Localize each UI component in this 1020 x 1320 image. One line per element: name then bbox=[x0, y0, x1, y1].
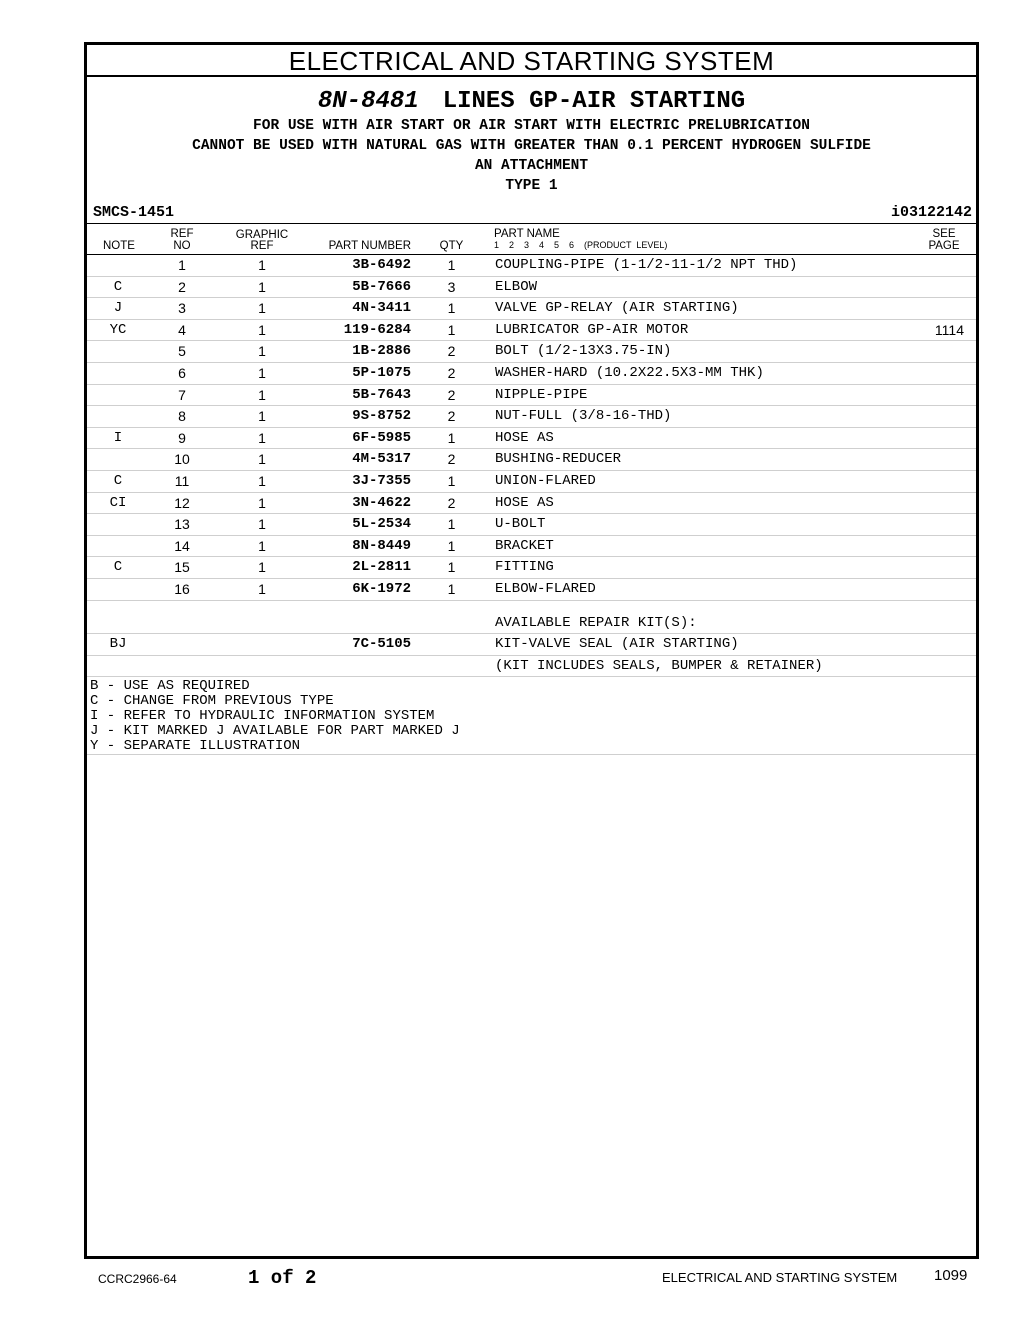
note-line: I - REFER TO HYDRAULIC INFORMATION SYSTEM bbox=[90, 708, 435, 725]
part-name-cell: LUBRICATOR GP-AIR MOTOR bbox=[495, 321, 689, 338]
ref-no-cell: 16 bbox=[174, 580, 190, 597]
note-line: B - USE AS REQUIRED bbox=[90, 678, 250, 695]
group-subtitle: AN ATTACHMENT bbox=[474, 158, 589, 174]
spacer bbox=[87, 601, 976, 613]
group-part-number: 8N-8481 bbox=[317, 88, 419, 115]
ref-no-cell: 5 bbox=[178, 343, 186, 360]
table-row bbox=[87, 557, 976, 579]
table-row bbox=[87, 428, 976, 450]
col-qty: QTY bbox=[439, 240, 464, 252]
qty-cell: 1 bbox=[447, 516, 456, 533]
table-row bbox=[87, 493, 976, 515]
ref-no-cell: 10 bbox=[174, 451, 190, 468]
note-cell: C bbox=[113, 559, 123, 576]
ref-no-cell: 12 bbox=[174, 494, 190, 511]
part-number-cell: 3J-7355 bbox=[352, 472, 411, 489]
footer-section: ELECTRICAL AND STARTING SYSTEM bbox=[662, 1270, 898, 1285]
ref-no-cell: 6 bbox=[178, 364, 186, 381]
graphic-ref-cell: 1 bbox=[258, 300, 266, 317]
footer-page-count: 1 of 2 bbox=[248, 1267, 317, 1289]
group-subtitle: TYPE 1 bbox=[505, 178, 558, 194]
graphic-ref-cell: 1 bbox=[258, 278, 266, 295]
graphic-ref-cell: 1 bbox=[258, 429, 266, 446]
graphic-ref-cell: 1 bbox=[258, 537, 266, 554]
graphic-ref-cell: 1 bbox=[258, 364, 266, 381]
qty-cell: 1 bbox=[447, 321, 456, 338]
table-row bbox=[87, 277, 976, 299]
graphic-ref-cell: 1 bbox=[258, 343, 266, 360]
part-name-cell: NIPPLE-PIPE bbox=[495, 386, 588, 403]
qty-cell: 2 bbox=[447, 364, 456, 381]
group-subtitle: FOR USE WITH AIR START OR AIR START WITH ELECTRIC PRELUBRICATION bbox=[253, 118, 810, 134]
ref-no-cell: 4 bbox=[178, 321, 186, 338]
table-row bbox=[87, 341, 976, 363]
qty-cell: 3 bbox=[447, 278, 456, 295]
note-cell: J bbox=[113, 300, 123, 317]
part-name-cell: WASHER-HARD (10.2X22.5X3-MM THK) bbox=[495, 364, 764, 381]
qty-cell: 2 bbox=[447, 343, 456, 360]
qty-cell: 2 bbox=[447, 451, 456, 468]
note-line: J - KIT MARKED J AVAILABLE FOR PART MARKED J bbox=[90, 723, 460, 740]
col-part-name: PART NAME bbox=[494, 228, 560, 240]
col-part-number: PART NUMBER bbox=[328, 240, 411, 252]
table-row bbox=[87, 320, 976, 342]
ref-no-cell: 14 bbox=[174, 537, 190, 554]
graphic-ref-cell: 1 bbox=[258, 321, 266, 338]
part-name-cell: BRACKET bbox=[495, 537, 554, 554]
col-graphic-ref-bottom: REF bbox=[250, 240, 274, 252]
col-ref-top: REF bbox=[170, 228, 194, 240]
col-graphic-ref-top: GRAPHIC bbox=[235, 229, 289, 241]
part-name-cell: VALVE GP-RELAY (AIR STARTING) bbox=[495, 300, 739, 317]
part-number-cell: 5L-2534 bbox=[352, 516, 411, 533]
ref-no-cell: 3 bbox=[178, 300, 186, 317]
note-cell: YC bbox=[109, 321, 127, 338]
part-name-cell: COUPLING-PIPE (1-1/2-11-1/2 NPT THD) bbox=[495, 257, 798, 273]
part-number-cell: 1B-2886 bbox=[352, 343, 411, 360]
table-row bbox=[87, 579, 976, 601]
part-name-cell: HOSE AS bbox=[495, 494, 554, 511]
ref-no-cell: 9 bbox=[178, 429, 186, 446]
section-title: ELECTRICAL AND STARTING SYSTEM bbox=[87, 45, 976, 77]
qty-cell: 1 bbox=[447, 559, 456, 576]
note-cell: CI bbox=[109, 494, 127, 511]
part-name-cell: (KIT INCLUDES SEALS, BUMPER & RETAINER) bbox=[495, 657, 823, 674]
notes-legend bbox=[87, 677, 976, 755]
part-number-cell: 8N-8449 bbox=[352, 537, 411, 554]
column-header bbox=[87, 224, 976, 255]
part-number-cell: 5B-7643 bbox=[352, 386, 411, 403]
part-name-cell: KIT-VALVE SEAL (AIR STARTING) bbox=[495, 636, 739, 653]
note-cell: C bbox=[113, 278, 123, 295]
note-line: Y - SEPARATE ILLUSTRATION bbox=[90, 738, 301, 755]
part-number-cell: 3B-6492 bbox=[352, 257, 411, 273]
graphic-ref-cell: 1 bbox=[258, 386, 266, 403]
kit-row bbox=[87, 656, 976, 678]
kits-table bbox=[87, 634, 976, 677]
col-ref-bottom: NO bbox=[173, 240, 191, 252]
graphic-ref-cell: 1 bbox=[258, 494, 266, 511]
footer-code: CCRC2966-64 bbox=[98, 1272, 177, 1286]
kit-row bbox=[87, 634, 976, 656]
qty-cell: 2 bbox=[447, 494, 456, 511]
col-note: NOTE bbox=[103, 240, 135, 252]
table-row bbox=[87, 385, 976, 407]
group-name: LINES GP-AIR STARTING bbox=[442, 88, 746, 115]
col-see-top: SEE bbox=[932, 228, 956, 240]
graphic-ref-cell: 1 bbox=[258, 580, 266, 597]
part-number-cell: 5P-1075 bbox=[352, 364, 411, 381]
part-number-cell: 6F-5985 bbox=[352, 429, 411, 446]
repair-kits-heading-row bbox=[87, 613, 976, 635]
graphic-ref-cell: 1 bbox=[258, 516, 266, 533]
ref-no-cell: 11 bbox=[174, 472, 190, 489]
part-name-cell: U-BOLT bbox=[495, 516, 546, 533]
part-name-cell: BOLT (1/2-13X3.75-IN) bbox=[495, 343, 672, 360]
see-page-cell: 1114 bbox=[934, 321, 964, 338]
part-name-cell: ELBOW bbox=[495, 278, 538, 295]
part-number-cell: 4N-3411 bbox=[352, 300, 411, 317]
group-header bbox=[87, 88, 976, 196]
note-cell: I bbox=[113, 429, 123, 446]
ref-no-cell: 13 bbox=[174, 516, 190, 533]
qty-cell: 1 bbox=[447, 537, 456, 554]
note-line: C - CHANGE FROM PREVIOUS TYPE bbox=[90, 693, 334, 710]
ref-no-cell: 2 bbox=[178, 278, 186, 295]
part-number-cell: 5B-7666 bbox=[352, 278, 411, 295]
graphic-ref-cell: 1 bbox=[258, 257, 266, 273]
part-name-cell: UNION-FLARED bbox=[495, 472, 596, 489]
part-name-cell: ELBOW-FLARED bbox=[495, 580, 596, 597]
document-id: i03122142 bbox=[890, 204, 972, 221]
parts-table bbox=[87, 255, 976, 601]
group-subtitle: CANNOT BE USED WITH NATURAL GAS WITH GREATER THAN 0.1 PERCENT HYDROGEN SULFIDE bbox=[192, 138, 871, 154]
table-row bbox=[87, 406, 976, 428]
part-number-cell: 7C-5105 bbox=[352, 636, 411, 653]
qty-cell: 1 bbox=[447, 300, 456, 317]
table-row bbox=[87, 514, 976, 536]
part-name-cell: BUSHING-REDUCER bbox=[495, 451, 622, 468]
graphic-ref-cell: 1 bbox=[258, 408, 266, 425]
ref-no-cell: 8 bbox=[178, 408, 186, 425]
part-number-cell: 3N-4622 bbox=[352, 494, 411, 511]
smcs-code: SMCS-1451 bbox=[93, 204, 175, 221]
note-cell: BJ bbox=[109, 636, 127, 653]
ref-no-cell: 15 bbox=[174, 559, 190, 576]
part-name-cell: HOSE AS bbox=[495, 429, 554, 446]
table-row bbox=[87, 363, 976, 385]
part-number-cell: 9S-8752 bbox=[352, 408, 411, 425]
table-row bbox=[87, 298, 976, 320]
ref-no-cell: 7 bbox=[178, 386, 186, 403]
graphic-ref-cell: 1 bbox=[258, 559, 266, 576]
table-row bbox=[87, 536, 976, 558]
group-title bbox=[87, 88, 976, 116]
qty-cell: 2 bbox=[447, 386, 456, 403]
part-number-cell: 119-6284 bbox=[343, 321, 411, 338]
qty-cell: 1 bbox=[447, 257, 456, 273]
part-number-cell: 4M-5317 bbox=[352, 451, 411, 468]
note-cell: C bbox=[113, 472, 123, 489]
col-see-bottom: PAGE bbox=[928, 240, 960, 252]
parts-page-frame bbox=[84, 42, 979, 1259]
qty-cell: 1 bbox=[447, 472, 456, 489]
table-row bbox=[87, 255, 976, 277]
qty-cell: 1 bbox=[447, 429, 456, 446]
qty-cell: 2 bbox=[447, 408, 456, 425]
table-row bbox=[87, 471, 976, 493]
part-number-cell: 2L-2811 bbox=[352, 559, 411, 576]
part-name-cell: FITTING bbox=[495, 559, 554, 576]
part-number-cell: 6K-1972 bbox=[352, 580, 411, 597]
repair-kits-label: AVAILABLE REPAIR KIT(S): bbox=[495, 614, 697, 631]
col-product-level: 1 2 3 4 5 6 (PRODUCT LEVEL) bbox=[494, 240, 668, 250]
footer-page-number: 1099 bbox=[934, 1267, 968, 1284]
ref-no-cell: 1 bbox=[178, 257, 186, 273]
table-row bbox=[87, 449, 976, 471]
graphic-ref-cell: 1 bbox=[258, 472, 266, 489]
qty-cell: 1 bbox=[447, 580, 456, 597]
part-name-cell: NUT-FULL (3/8-16-THD) bbox=[495, 408, 672, 425]
id-row bbox=[87, 203, 976, 224]
graphic-ref-cell: 1 bbox=[258, 451, 266, 468]
